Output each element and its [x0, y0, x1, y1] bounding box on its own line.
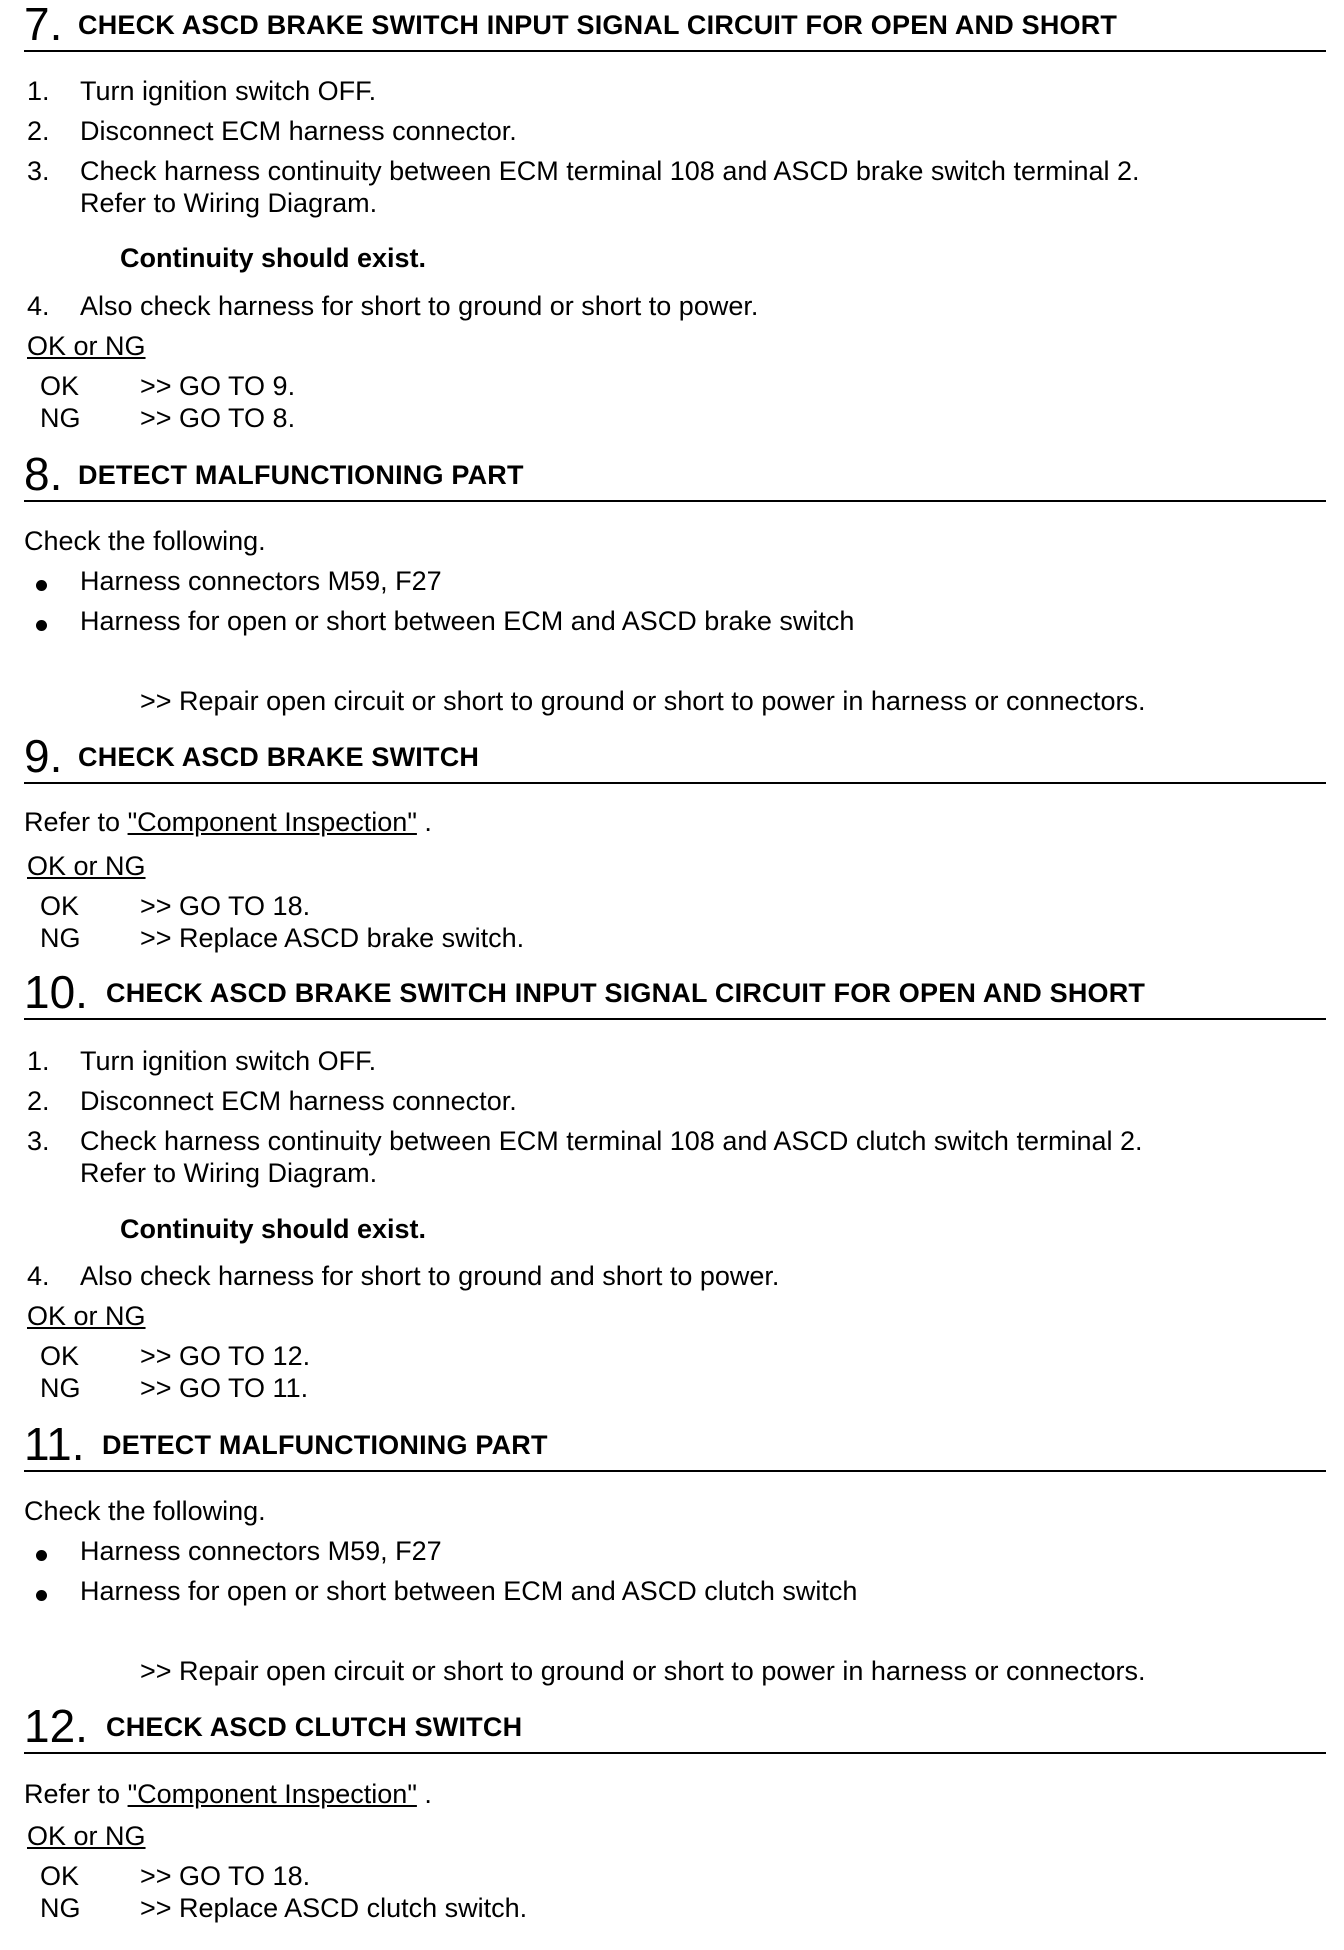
list-item: Disconnect ECM harness connector.	[80, 116, 517, 146]
list-item: Check harness continuity between ECM terminal 108 and ASCD brake switch terminal 2.	[80, 156, 1140, 186]
list-number: 3.	[27, 156, 50, 186]
list-number: 3.	[27, 1126, 50, 1156]
list-item: Turn ignition switch OFF.	[80, 1046, 377, 1076]
step-12-header	[24, 1702, 1326, 1754]
step-title: CHECK ASCD BRAKE SWITCH INPUT SIGNAL CIRCUIT FOR OPEN AND SHORT	[106, 978, 1146, 1008]
bullet-icon	[36, 580, 47, 591]
result-action: >> GO TO 9.	[140, 371, 296, 401]
list-item: Also check harness for short to ground or short to power.	[80, 291, 759, 321]
list-number: 2.	[27, 1086, 50, 1116]
step-number: 11.	[24, 1418, 85, 1470]
component-inspection-link[interactable]: "Component Inspection"	[127, 1779, 417, 1809]
result-action: >> GO TO 11.	[140, 1373, 309, 1403]
result-key-ng: NG	[40, 1373, 81, 1403]
list-number: 4.	[27, 1261, 50, 1291]
step-title: CHECK ASCD BRAKE SWITCH INPUT SIGNAL CIRCUIT FOR OPEN AND SHORT	[78, 10, 1118, 40]
step-number: 12.	[24, 1700, 88, 1752]
result-action: >> GO TO 12.	[140, 1341, 311, 1371]
result-action: >> Replace ASCD clutch switch.	[140, 1893, 528, 1923]
bullet-item: Harness for open or short between ECM and ASCD clutch switch	[80, 1576, 858, 1606]
result-action: >> GO TO 18.	[140, 1861, 311, 1891]
result-action: >> Repair open circuit or short to ground or short to power in harness or connectors.	[140, 1656, 1146, 1686]
step-10-header	[24, 968, 1326, 1020]
list-number: 4.	[27, 291, 50, 321]
step-number: 8.	[24, 448, 63, 500]
result-action: >> GO TO 18.	[140, 891, 311, 921]
step-number: 10.	[24, 966, 88, 1018]
step-title: DETECT MALFUNCTIONING PART	[102, 1430, 548, 1460]
spec-text: Continuity should exist.	[120, 243, 427, 273]
list-number: 1.	[27, 1046, 50, 1076]
bullet-item: Harness connectors M59, F27	[80, 566, 442, 596]
list-item: Turn ignition switch OFF.	[80, 76, 377, 106]
result-key-ok: OK	[40, 1341, 80, 1371]
result-key-ng: NG	[40, 923, 81, 953]
spec-text: Continuity should exist.	[120, 1214, 427, 1244]
list-item: Check harness continuity between ECM terminal 108 and ASCD clutch switch terminal 2.	[80, 1126, 1143, 1156]
bullet-icon	[36, 1590, 47, 1601]
ok-or-ng-label: OK or NG	[27, 1301, 146, 1331]
list-item-continued: Refer to Wiring Diagram.	[80, 188, 378, 218]
bullet-item: Harness for open or short between ECM and ASCD brake switch	[80, 606, 855, 636]
result-action: >> GO TO 8.	[140, 403, 296, 433]
list-item: Disconnect ECM harness connector.	[80, 1086, 517, 1116]
step-11-header	[24, 1420, 1326, 1472]
bullet-item: Harness connectors M59, F27	[80, 1536, 442, 1566]
step-8-header	[24, 450, 1326, 502]
list-number: 2.	[27, 116, 50, 146]
step-title: DETECT MALFUNCTIONING PART	[78, 460, 524, 490]
result-key-ok: OK	[40, 1861, 80, 1891]
list-item: Also check harness for short to ground and short to power.	[80, 1261, 780, 1291]
step-number: 7.	[24, 0, 63, 50]
list-item-continued: Refer to Wiring Diagram.	[80, 1158, 378, 1188]
step-7-header	[24, 0, 1326, 52]
result-key-ng: NG	[40, 403, 81, 433]
ok-or-ng-label: OK or NG	[27, 851, 146, 881]
component-inspection-link[interactable]: "Component Inspection"	[127, 807, 417, 837]
result-action: >> Repair open circuit or short to ground or short to power in harness or connectors.	[140, 686, 1146, 716]
ok-or-ng-label: OK or NG	[27, 1821, 146, 1851]
step-title: CHECK ASCD BRAKE SWITCH	[78, 742, 480, 772]
ok-or-ng-label: OK or NG	[27, 331, 146, 361]
refer-text: Refer to "Component Inspection" .	[24, 1779, 432, 1809]
refer-text: Refer to "Component Inspection" .	[24, 807, 432, 837]
list-number: 1.	[27, 76, 50, 106]
bullet-icon	[36, 620, 47, 631]
result-key-ok: OK	[40, 891, 80, 921]
intro-text: Check the following.	[24, 1496, 266, 1526]
result-key-ng: NG	[40, 1893, 81, 1923]
bullet-icon	[36, 1550, 47, 1561]
result-action: >> Replace ASCD brake switch.	[140, 923, 525, 953]
step-9-header	[24, 732, 1326, 784]
step-number: 9.	[24, 730, 63, 782]
intro-text: Check the following.	[24, 526, 266, 556]
step-title: CHECK ASCD CLUTCH SWITCH	[106, 1712, 523, 1742]
result-key-ok: OK	[40, 371, 80, 401]
